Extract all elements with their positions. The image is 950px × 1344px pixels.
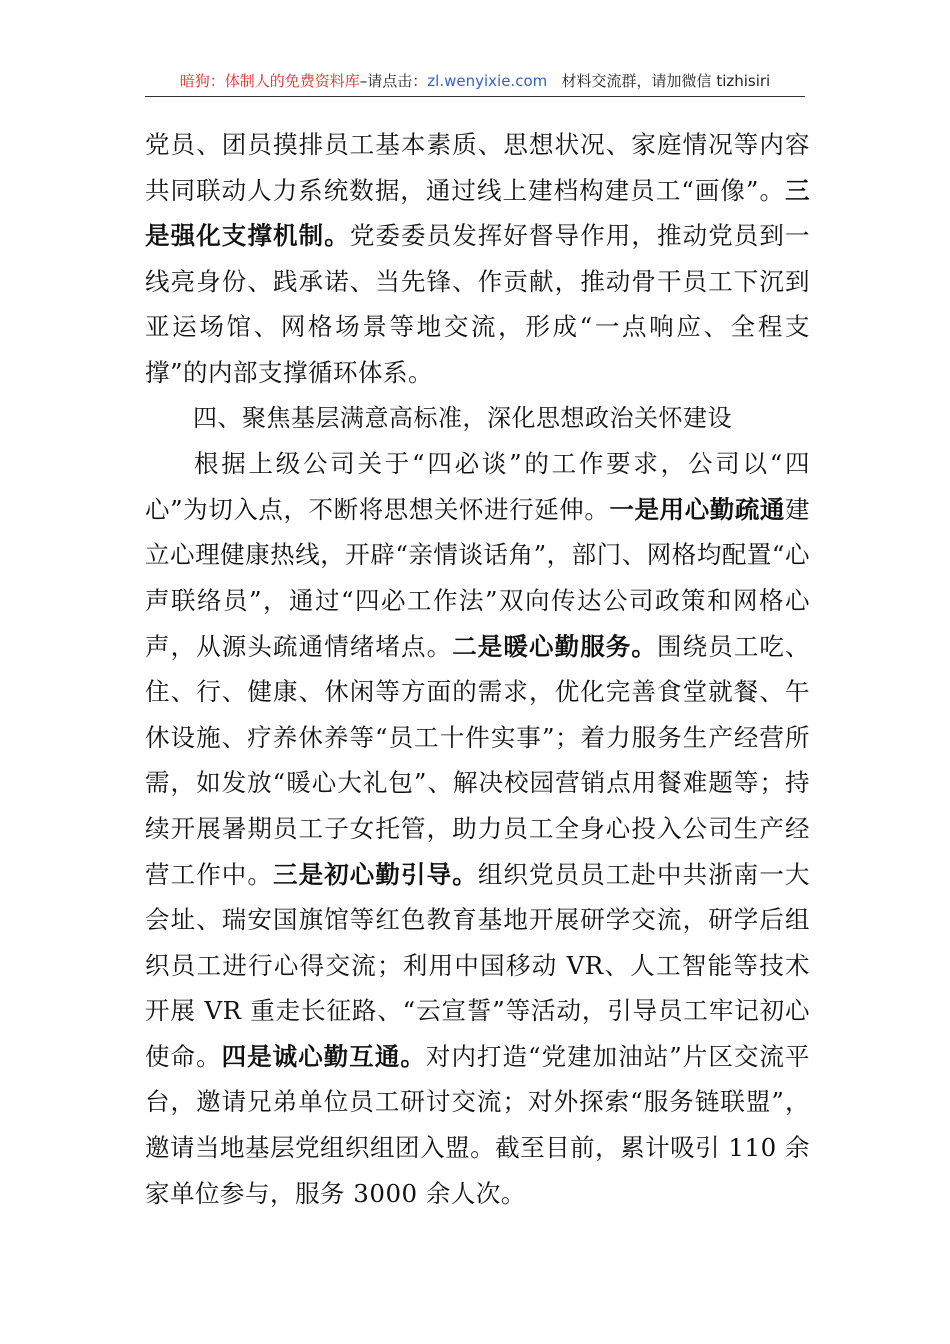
paragraph-section-4 (145, 441, 810, 1216)
section-heading-4: 四、聚焦基层满意高标准，深化思想政治关怀建设 (193, 403, 732, 432)
paragraph-text: 围绕员工吃、住、行、健康、休闲等方面的需求，优化完善食堂就餐、午休设施、疗养休养等“员工十件实事”；着力服务生产经营所需，如发放“暖心大礼包”、解决校园营销点用餐难题等；持续开展暑期员工子女托管，助力员工全身心投入公司生产经营工作中。 (145, 631, 811, 889)
paragraph-text: 对内打造“党建加油站”片区交流平台，邀请兄弟单位员工研讨交流；对外探索“服务链联盟”，邀请当地基层党组织组团入盟。截至目前，累计吸引 110 余家单位参与，服务 3000 余人次。 (145, 1041, 810, 1208)
bold-lead-3: 三是强化支撑机制。 (145, 175, 810, 251)
bold-lead-2: 二是暖心勤服务。 (452, 631, 658, 661)
document-body (145, 122, 810, 1216)
header-site-link[interactable]: zl.wenyixie.com (427, 72, 548, 90)
bold-lead-4: 四是诚心勤互通。 (221, 1041, 426, 1071)
paragraph-text: 根据上级公司关于“四必谈”的工作要求，公司以“四心”为切入点，不断将思想关怀进行延伸。 (145, 449, 810, 524)
paragraph-continued (145, 122, 810, 396)
paragraph-text: 组织党员员工赴中共浙南一大会址、瑞安国旗馆等红色教育基地开展研学交流，研学后组织员工进行心得交流；利用中国移动 VR、人工智能等技术开展 VR 重走长征路、“云宣誓”等活动，引导员工牢记初心使命。 (145, 859, 811, 1071)
header-wechat-note: 材料交流群，请加微信 tizhisiri (561, 72, 771, 90)
header-site-name: 暗狗：体制人的免费资料库 (179, 72, 360, 90)
header-click-prompt: –请点击： (359, 72, 428, 90)
paragraph-text: 建立心理健康热线，开辟“亲情谈话角”，部门、网格均配置“心声联络员”，通过“四必工作法”双向传达公司政策和网格心声，从源头疏通情绪堵点。 (145, 494, 810, 661)
paragraph-text: 党员、团员摸排员工基本素质、思想状况、家庭情况等内容共同联动人力系统数据，通过线上建档构建员工“画像”。 (145, 130, 810, 205)
bold-lead-3: 三是初心勤引导。 (273, 859, 478, 889)
paragraph-text: 党委委员发挥好督导作用，推动党员到一线亮身份、践承诺、当先锋、作贡献，推动骨干员工下沉到亚运场馆、网格场景等地交流，形成“一点响应、全程支撑”的内部支撑循环体系。 (145, 221, 811, 387)
page-header (145, 66, 805, 97)
bold-lead-1: 一是用心勤疏通 (609, 494, 785, 524)
